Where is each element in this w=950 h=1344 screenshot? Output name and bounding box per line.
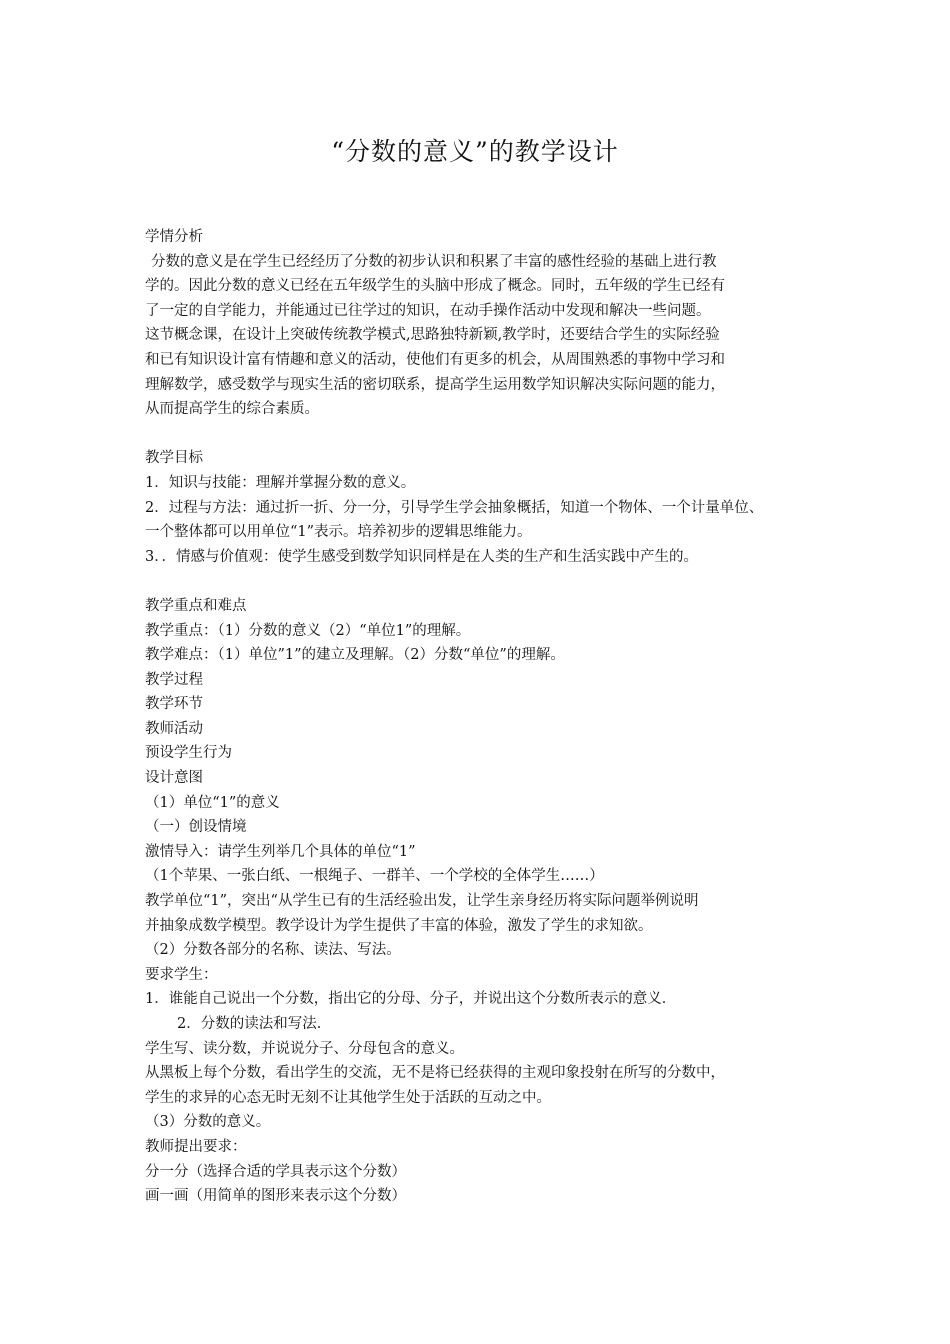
content-line: 教学单位“1”，突出“从学生已有的生活经验出发，让学生亲身经历将实际问题举例说明 (145, 893, 699, 910)
content-line: （2）分数各部分的名称、读法、写法。 (145, 942, 401, 959)
paragraph-line: 学的。因此分数的意义已经在五年级学生的头脑中形成了概念。同时，五年级的学生已经有 (145, 278, 725, 295)
spacer (145, 422, 825, 447)
paragraph-line: 了一定的自学能力，并能通过已往学过的知识，在动手操作活动中发现和解决一些问题。 (145, 302, 711, 319)
content-line: 画一画（用简单的图形来表示这个分数） (145, 1188, 406, 1205)
content-line: 从黑板上每个分数，看出学生的交流，无不是将已经获得的主观印象投射在所写的分数中， (145, 1065, 725, 1082)
goal-line: 1．知识与技能：理解并掌握分数的意义。 (145, 474, 416, 491)
content-line: 学生的求异的心态无时无刻不让其他学生处于活跃的互动之中。 (145, 1089, 551, 1106)
paragraph-line: 这节概念课，在设计上突破传统教学模式,思路独特新颖,教学时，还要结合学生的实际经验 (145, 327, 720, 344)
goal-line: 一个整体都可以用单位“1”表示。培养初步的逻辑思维能力。 (145, 524, 532, 541)
content-line: 学生写、读分数，并说说分子、分母包含的意义。 (145, 1040, 464, 1057)
content-line: 教学过程 (145, 671, 203, 688)
spacer (145, 569, 825, 594)
paragraph-line: 从而提高学生的综合素质。 (145, 401, 319, 418)
content-line: 教师提出要求： (145, 1138, 247, 1155)
goal-line: 3．．情感与价值观：使学生感受到数学知识同样是在人类的生产和生活实践中产生的。 (145, 548, 698, 565)
paragraph-line: 理解数学，感受数学与现实生活的密切联系，提高学生运用数学知识解决实际问题的能力， (145, 376, 725, 393)
section-heading-goals: 教学目标 (145, 450, 203, 467)
content-line: 1．谁能自己说出一个分数，指出它的分母、分子，并说出这个分数所表示的意义． (145, 991, 677, 1008)
goal-line: 2．过程与方法：通过折一折、分一分，引导学生学会抽象概括，知道一个物体、一个计量单位、 (145, 499, 764, 516)
content-line: 分一分（选择合适的学具表示这个分数） (145, 1163, 406, 1180)
section-heading-key-points: 教学重点和难点 (145, 597, 247, 614)
content-line: （一）创设情境 (145, 819, 247, 836)
document-title: “分数的意义”的教学设计 (331, 137, 619, 166)
content-line: 预设学生行为 (145, 745, 232, 762)
content-line: 要求学生： (145, 966, 218, 983)
content-line: 教学重点：（1）分数的意义（2）“单位1”的理解。 (145, 622, 471, 639)
content-line: 激情导入：请学生列举几个具体的单位“1” (145, 843, 416, 860)
paragraph-line: 分数的意义是在学生已经经历了分数的初步认识和积累了丰富的感性经验的基础上进行教 (151, 253, 717, 270)
section-heading-analysis: 学情分析 (145, 229, 203, 245)
content-line: 并抽象成数学模型。教学设计为学生提供了丰富的体验，激发了学生的求知欲。 (145, 917, 653, 934)
content-line: （1个苹果、一张白纸、一根绳子、一群羊、一个学校的全体学生……） (145, 868, 604, 885)
content-line: （3）分数的意义。 (145, 1114, 271, 1131)
paragraph-line: 和已有知识设计富有情趣和意义的活动，使他们有更多的机会，从周围熟悉的事物中学习和 (145, 351, 725, 368)
content-line: 教学环节 (145, 696, 203, 713)
document-body (145, 225, 825, 1209)
content-line: （1）单位“1”的意义 (145, 794, 280, 811)
content-line: 设计意图 (145, 770, 203, 787)
content-line-indented: 2．分数的读法和写法． (177, 1016, 332, 1032)
content-line: 教学难点：（1）单位”1”的建立及理解。（2）分数“单位”的理解。 (145, 647, 565, 664)
content-line: 教师活动 (145, 720, 203, 737)
